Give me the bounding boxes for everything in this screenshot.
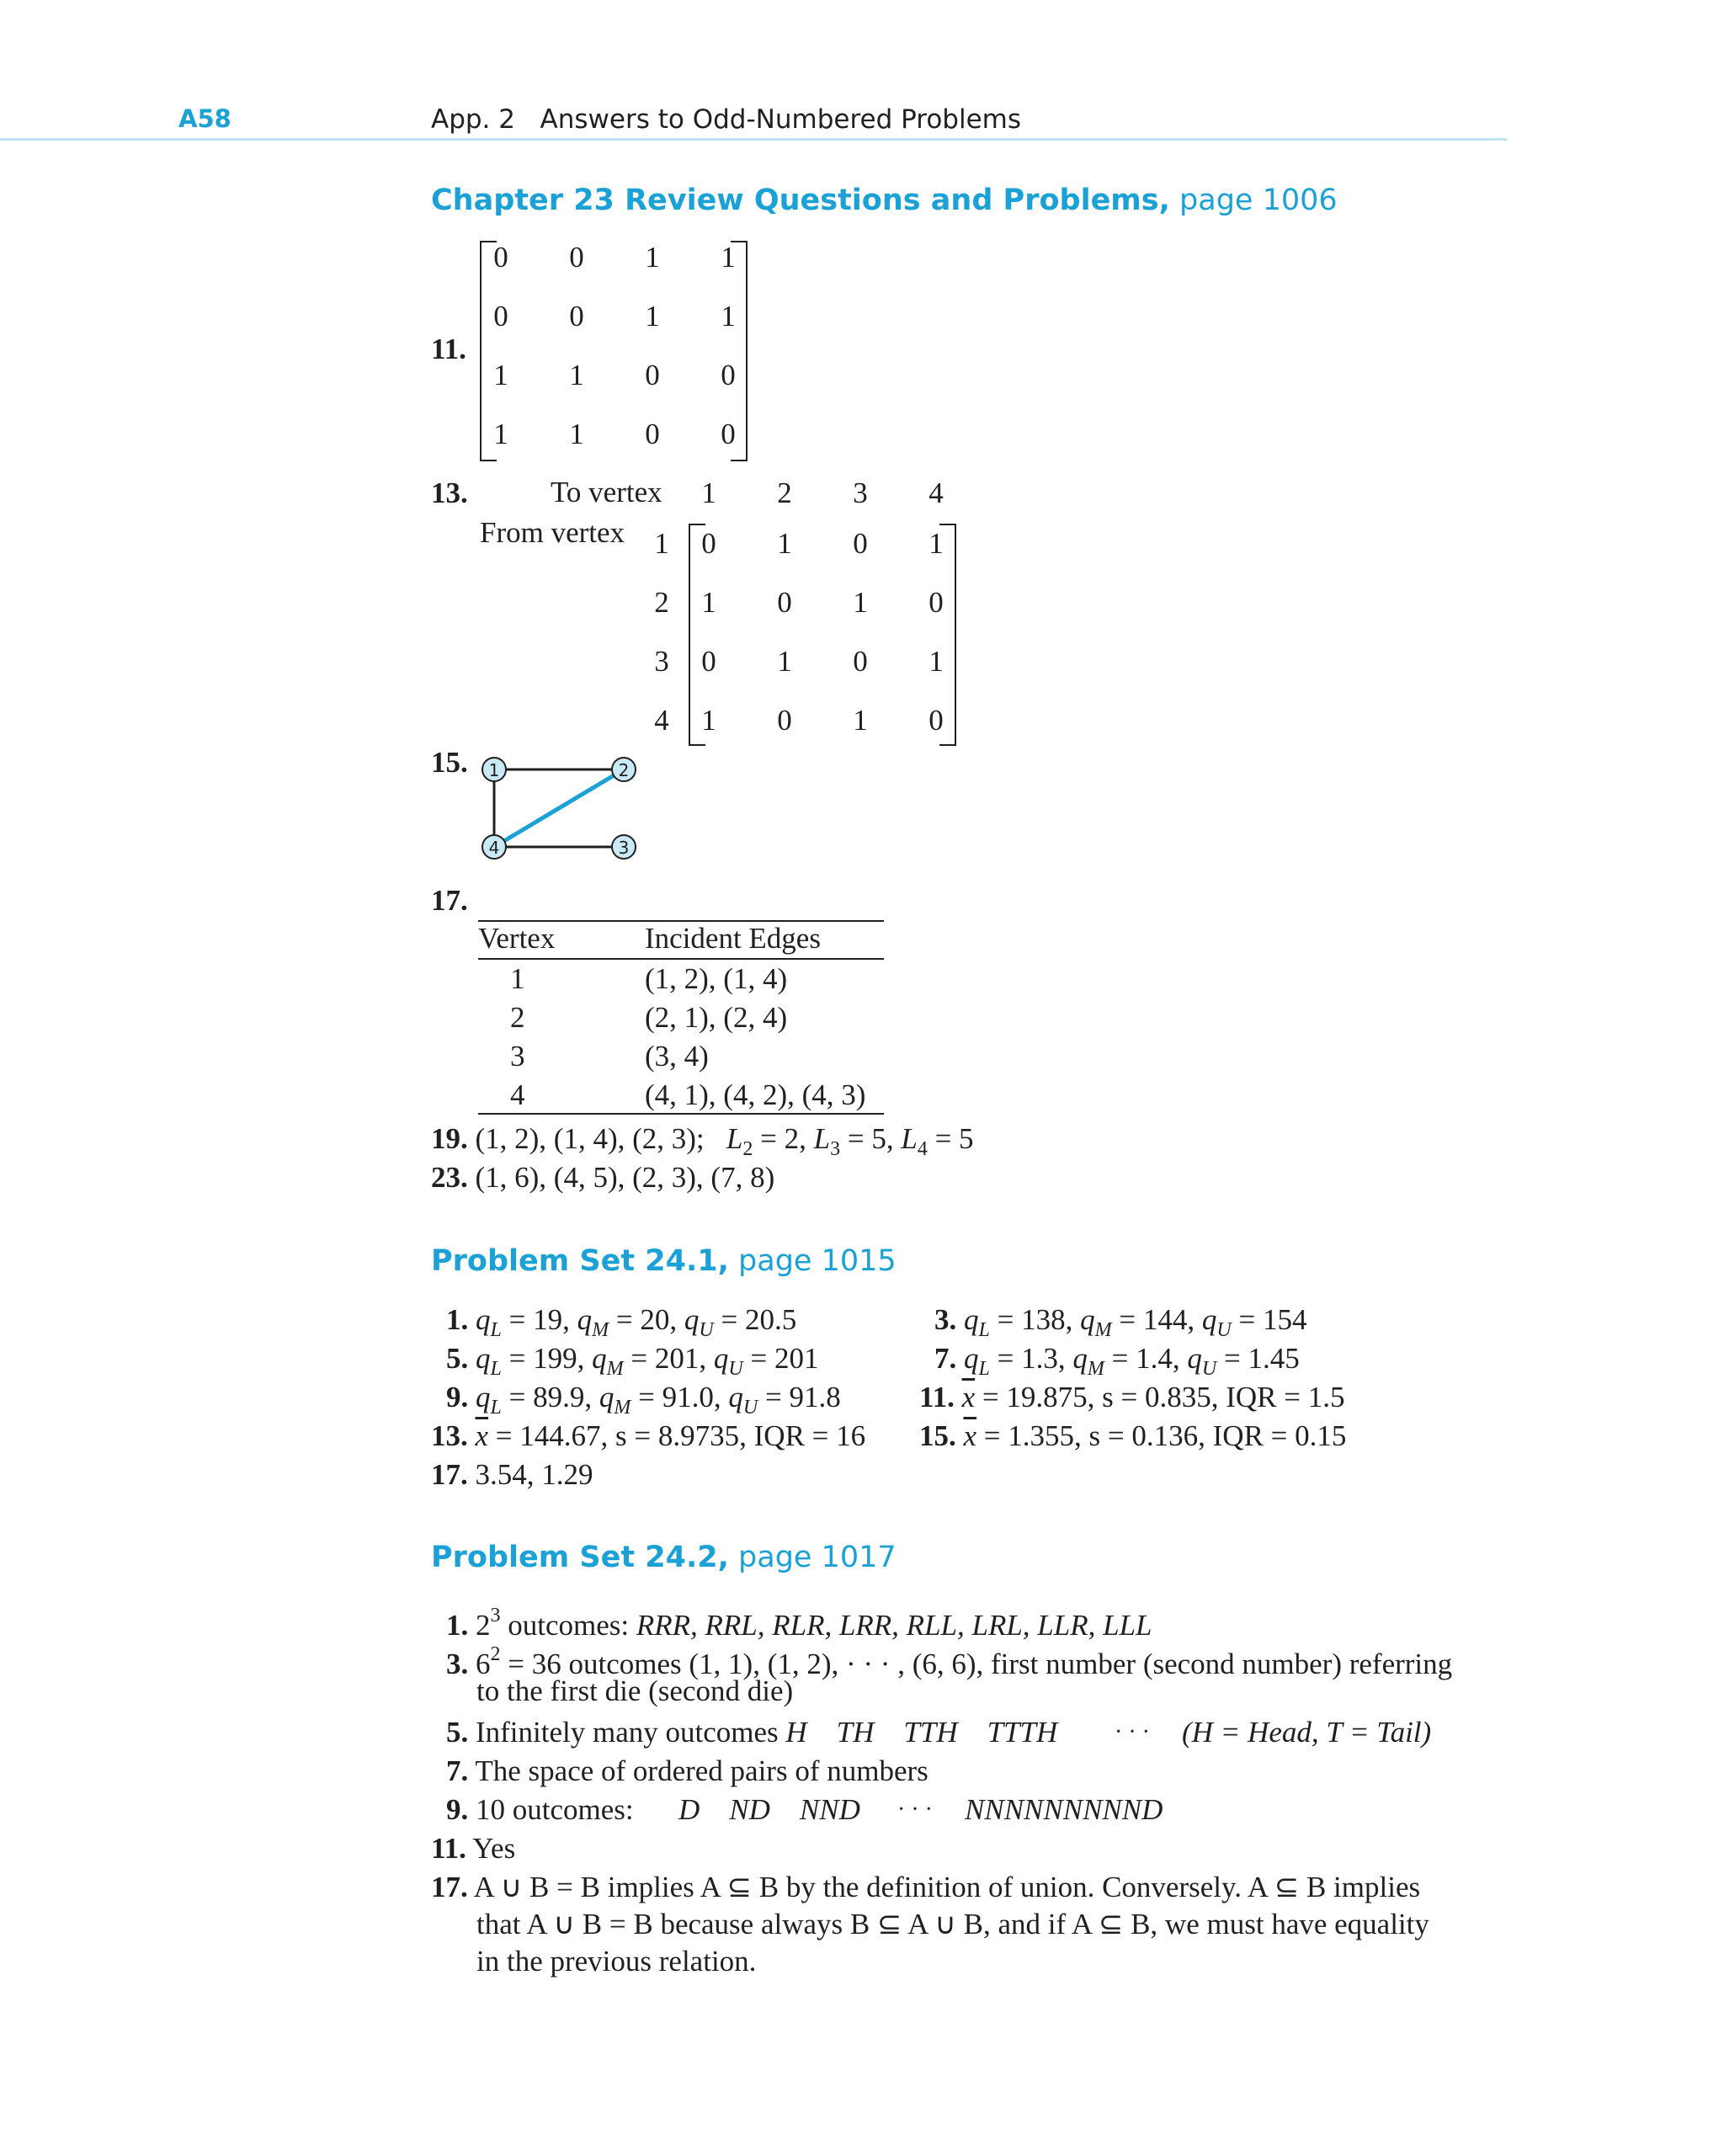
ps242-item-9-seq: D ND NND: [678, 1793, 860, 1826]
item-text: = 19.875, s = 0.835, IQR = 1.5: [975, 1381, 1345, 1413]
item-label: 13.: [431, 1419, 468, 1452]
heading-bold: Problem Set 24.2,: [431, 1541, 729, 1574]
matrix-cell: 0: [929, 586, 944, 619]
item-text: 3.54, 1.29: [475, 1458, 593, 1491]
matrix-cell: 0: [493, 300, 508, 333]
item-label: 5.: [446, 1716, 469, 1749]
matrix-cell: 1: [645, 300, 660, 333]
qU-value: 154: [1262, 1303, 1307, 1336]
matrix-cell: 0: [569, 300, 584, 333]
matrix-cell: 0: [701, 527, 716, 560]
matrix-cell: 1: [645, 241, 660, 274]
page-number: A58: [178, 104, 231, 133]
node-label: 2: [618, 760, 630, 780]
base: 2: [476, 1609, 491, 1642]
qL-value: 19: [533, 1303, 563, 1336]
qL-value: 1.3: [1021, 1342, 1058, 1375]
problem-15-label: 15.: [431, 746, 468, 779]
ps241-item-13: 13. $\overline{x} = 144.67$, s = 8.9735, IQR = 16: [431, 1419, 866, 1452]
node-4: [482, 835, 506, 859]
ps242-item-7: [446, 1752, 929, 1791]
qM-value: 1.4: [1136, 1342, 1173, 1375]
ps242-item-5-paren: (H = Head, T = Tail): [1182, 1716, 1432, 1749]
node-label: 3: [618, 838, 630, 858]
outcome-list: RRR, RRL, RLR, LRR, RLL, LRL, LLR, LLL: [636, 1609, 1152, 1642]
table-cell-vertex: 4: [510, 1078, 525, 1111]
qU-value: 20.5: [744, 1303, 797, 1336]
item-label: 5.: [446, 1342, 469, 1375]
ps241-item-17: [431, 1456, 593, 1494]
item-text: A ∪ B = B implies A ⊆ B by the definition of union. Conversely. A ⊆ B implies: [473, 1871, 1421, 1903]
problem-17-label: 17.: [431, 884, 468, 917]
item-text: The space of ordered pairs of numbers: [475, 1754, 929, 1787]
ps241-item-5: 5. $q_L = 199$, $q_M = 201$, $q_U = 201$: [446, 1342, 819, 1380]
ps241-item-9: 9. $q_L = 89.9$, $q_M = 91.0$, $q_U = 91.8$: [446, 1381, 841, 1419]
item-label: 1.: [446, 1303, 469, 1336]
qL-value: 89.9: [533, 1381, 585, 1413]
item-label: 11.: [919, 1381, 955, 1413]
qU-value: 1.45: [1248, 1342, 1300, 1375]
L-symbol: L: [901, 1122, 918, 1155]
matrix-cell: 1: [721, 300, 736, 333]
matrix-cell: 0: [493, 241, 508, 274]
from-vertex-label: From vertex: [480, 516, 625, 549]
qL-value: 138: [1021, 1303, 1066, 1336]
to-vertex-label: To vertex: [551, 476, 662, 508]
matrix-cell: 1: [701, 704, 716, 737]
ps242-item-17-line2: that A ∪ B = B because always B ⊆ A ∪ B, and if A ⊆ B, we must have equality: [476, 1908, 1429, 1940]
matrix-cell: 1: [569, 418, 584, 450]
item-label: 17.: [431, 1871, 468, 1903]
L-symbol: L: [726, 1122, 743, 1155]
matrix-cell: 1: [777, 527, 792, 560]
matrix-cell: 0: [645, 359, 660, 391]
L-symbol: L: [813, 1122, 831, 1155]
col-head: 2: [777, 476, 792, 509]
problem-23: [431, 1158, 774, 1197]
L4-sub: 4: [917, 1138, 928, 1160]
item-text: 10 outcomes:: [476, 1793, 634, 1826]
table-bottom-rule: [478, 1113, 884, 1115]
header-rule: [0, 138, 1507, 141]
heading-bold: Problem Set 24.1,: [431, 1244, 729, 1278]
ps242-item-9-last: NNNNNNNNND: [965, 1793, 1163, 1826]
matrix-cell: 1: [721, 241, 736, 274]
row-head: 4: [654, 704, 669, 737]
node-1: [482, 758, 506, 781]
matrix-cell: 0: [721, 359, 736, 391]
matrix-cell: 1: [853, 586, 868, 619]
ps242-item-17: [431, 1868, 1420, 1907]
item-label: 3.: [934, 1303, 957, 1336]
ps241-item-3: 3. $q_L = 138$, $q_M = 144$, $q_U = 154$: [934, 1303, 1307, 1341]
table-cell-vertex: 2: [510, 1001, 525, 1034]
item-label: 11.: [431, 1832, 466, 1865]
item-text: outcomes:: [500, 1609, 636, 1642]
row-head: 2: [654, 586, 669, 619]
edge-4-2: [494, 769, 624, 847]
qM-value: 201: [654, 1342, 700, 1375]
base: 6: [476, 1648, 491, 1680]
row-head: 3: [654, 645, 669, 678]
item-text: = 36 outcomes (1, 1), (1, 2), · · · , (6, 6), first number (second number) referring: [500, 1648, 1453, 1680]
heading-page: page 1017: [728, 1541, 897, 1574]
matrix-cell: 0: [721, 418, 736, 450]
problem-19-rest1: = 2,: [753, 1122, 814, 1155]
node-label: 1: [488, 760, 500, 780]
matrix-cell: 1: [493, 418, 508, 450]
ps242-item-3-cont: to the first die (second die): [476, 1674, 794, 1707]
heading-page: page 1006: [1169, 184, 1338, 217]
table-cell-edges: (2, 1), (2, 4): [645, 1001, 788, 1034]
table-head-edges: Incident Edges: [645, 922, 821, 955]
ps242-item-9-dots: · · ·: [897, 1797, 933, 1823]
matrix-cell: 0: [569, 241, 584, 274]
table-cell-vertex: 1: [510, 962, 525, 995]
ps242-item-5-dots: · · ·: [1115, 1719, 1150, 1745]
L3-sub: 3: [830, 1138, 841, 1160]
ps241-item-11: 11. $\overline{x} = 19.875$, s = 0.835, IQR = 1.5: [919, 1381, 1345, 1413]
matrix-cell: 0: [701, 645, 716, 678]
ps241-item-1: 1. $q_L = 19$, $q_M = 20$, $q_U = 20.5$: [446, 1303, 797, 1341]
item-label: 9.: [446, 1381, 469, 1413]
graph-15: [471, 749, 648, 867]
problem-19-text: (1, 2), (1, 4), (2, 3);: [475, 1122, 705, 1155]
table-cell-edges: (3, 4): [645, 1040, 709, 1073]
item-label: 15.: [919, 1419, 956, 1452]
ps241-item-7: 7. $q_L = 1.3$, $q_M = 1.4$, $q_U = 1.45$: [934, 1342, 1300, 1380]
problem-19-label: 19.: [431, 1122, 468, 1155]
matrix-cell: 0: [645, 418, 660, 450]
matrix-cell: 1: [569, 359, 584, 391]
qU-value: 201: [774, 1342, 819, 1375]
node-label: 4: [488, 838, 500, 858]
item-label: 17.: [431, 1458, 468, 1491]
item-text: = 1.355, s = 0.136, IQR = 0.15: [976, 1419, 1347, 1452]
col-head: 4: [929, 476, 944, 509]
qU-value: 91.8: [789, 1381, 841, 1413]
matrix-cell: 1: [493, 359, 508, 391]
matrix-cell: 1: [929, 527, 944, 560]
section-heading-ps242: [431, 1541, 897, 1574]
ps242-item-5: [446, 1713, 1057, 1752]
matrix-cell: 1: [701, 586, 716, 619]
problem-11-label: 11.: [431, 333, 466, 365]
heading-bold: Chapter 23 Review Questions and Problems,: [431, 184, 1170, 217]
matrix-cell: 1: [853, 704, 868, 737]
matrix-cell: 0: [777, 704, 792, 737]
section-heading-ps241: [431, 1244, 897, 1278]
matrix-cell: 0: [853, 527, 868, 560]
qM-value: 20: [640, 1303, 670, 1336]
section-heading-ch23: [431, 184, 1338, 217]
exponent: 2: [490, 1643, 501, 1665]
col-head: 1: [701, 476, 716, 509]
item-label: 7.: [934, 1342, 957, 1375]
L2-sub: 2: [742, 1138, 753, 1160]
outcome-sequence: H TH TTH TTTH: [785, 1716, 1058, 1749]
problem-19-rest2: = 5,: [840, 1122, 902, 1155]
item-label: 1.: [446, 1609, 469, 1642]
ps241-item-15: 15. $\overline{x} = 1.355$, s = 0.136, IQR = 0.15: [919, 1419, 1347, 1452]
ps242-item-11: [431, 1829, 515, 1868]
qL-value: 199: [533, 1342, 577, 1375]
matrix-cell: 1: [929, 645, 944, 678]
item-label: 3.: [446, 1648, 469, 1680]
matrix-cell: 0: [853, 645, 868, 678]
table-cell-vertex: 3: [510, 1040, 525, 1073]
matrix-cell: 0: [929, 704, 944, 737]
node-2: [612, 758, 636, 781]
item-label: 7.: [446, 1754, 469, 1787]
table-cell-edges: (4, 1), (4, 2), (4, 3): [645, 1078, 866, 1111]
ps242-item-17-line3: in the previous relation.: [476, 1945, 757, 1978]
exponent: 3: [490, 1605, 501, 1626]
qM-value: 144: [1142, 1303, 1188, 1336]
col-head: 3: [853, 476, 868, 509]
node-3: [612, 835, 636, 859]
heading-page: page 1015: [728, 1244, 897, 1278]
matrix-cell: 1: [777, 645, 792, 678]
item-text: Yes: [472, 1832, 516, 1865]
problem-13-label: 13.: [431, 476, 468, 509]
item-label: 9.: [446, 1793, 469, 1826]
item-text: = 144.67, s = 8.9735, IQR = 16: [488, 1419, 866, 1452]
row-head: 1: [654, 527, 669, 560]
item-text: Infinitely many outcomes: [476, 1716, 786, 1749]
problem-23-text: (1, 6), (4, 5), (2, 3), (7, 8): [475, 1161, 775, 1194]
table-cell-edges: (1, 2), (1, 4): [645, 962, 788, 995]
matrix-cell: 0: [777, 586, 792, 619]
problem-19-rest3: = 5: [927, 1122, 974, 1155]
running-title: App. 2 Answers to Odd-Numbered Problems: [431, 104, 1021, 135]
ps242-item-9: [446, 1791, 634, 1829]
table-head-vertex: Vertex: [478, 922, 556, 955]
qM-value: 91.0: [662, 1381, 714, 1413]
problem-23-label: 23.: [431, 1161, 468, 1194]
